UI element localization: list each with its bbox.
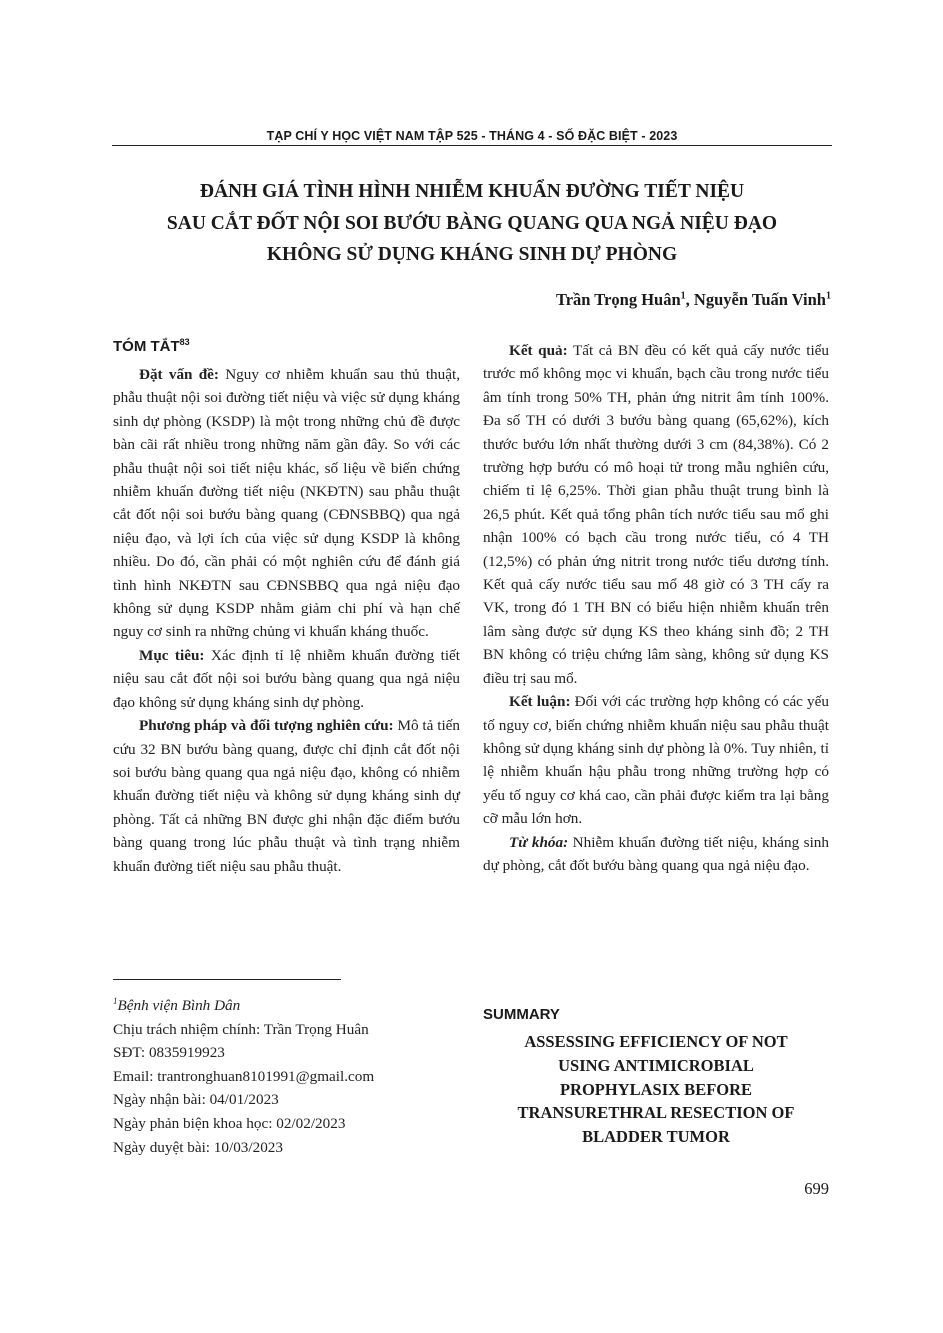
authors [556,290,831,310]
accepted-date: Ngày duyệt bài: 10/03/2023 [113,1138,283,1156]
summary-title-line-4: TRANSURETHRAL RESECTION OF [517,1103,795,1123]
abstract-footnote-marker: 83 [179,337,190,347]
journal-header: TẠP CHÍ Y HỌC VIỆT NAM TẬP 525 - THÁNG 4 - SỐ ĐẶC BIỆT - 2023 [266,129,678,143]
methods-label: Phương pháp và đối tượng nghiên cứu: [139,717,394,735]
abstract-right-column [483,339,829,877]
author-1-affiliation: 1 [680,290,686,302]
keywords-text: Nhiễm khuẩn đường tiết niệu, kháng sinh dự phòng, cắt đốt bướu bàng quang qua ngả niệu đạo. [483,833,829,874]
results-text: Tất cả BN đều có kết quả cấy nước tiểu trước mổ không mọc vi khuẩn, bạch cầu trong nước tiểu âm tính trong 50% TH, phản ứng nitrit âm tính 100%. Đa số TH có dưới 3 bướu bàng quang (65,62%), kích thước bướu lớn nhất thường dưới 3 cm (84,38%). Có 2 trường hợp bướu có mô hoại tử trong mẫu nghiên cứu, chiếm tỉ lệ 6,25%. Thời gian phẫu thuật trung bình là 26,5 phút. Kết quả tổng phân tích nước tiểu sau mổ ghi nhận 100% có bạch cầu trong nước tiểu, có 4 TH (12,5%) có phản ứng nitrit trong nước tiểu dương tính. Kết quả cấy nước tiểu sau mổ 48 giờ có 3 TH cấy ra VK, trong đó 1 TH BN có biểu hiện nhiễm khuẩn trên lâm sàng được sử dụng KS theo kháng sinh đồ; 2 TH BN không có triệu chứng lâm sàng, không sử dụng KS điều trị sau mổ. [483,342,829,687]
footnotes [113,990,463,1159]
abstract-heading-text: TÓM TẮT [113,338,180,355]
results-label: Kết quả: [509,342,568,359]
author-2: , Nguyễn Tuấn Vinh [685,290,826,309]
page-number: 699 [804,1179,829,1198]
conclusion-paragraph [483,690,829,830]
summary-title-line-2: USING ANTIMICROBIAL [558,1055,754,1075]
footnote-rule [113,979,341,980]
methods-text: Mô tả tiến cứu 32 BN bướu bàng quang, được chỉ định cắt đốt nội soi bướu bàng quang qua ngả niệu đạo, không có nhiễm khuẩn đường tiết niệu và không sử dụng kháng sinh dự phòng. Tất cả những BN được ghi nhận đặc điểm bướu bàng quang trong lúc phẫu thuật và tình trạng nhiễm khuẩn đường tiết niệu sau phẫu thuật. [113,717,460,875]
summary-title-line-1: ASSESSING EFFICIENCY OF NOT [524,1032,788,1051]
objective-text: Xác định tỉ lệ nhiễm khuẩn đường tiết niệu sau cắt đốt nội soi bướu bàng quang qua ngả niệu đạo không sử dụng kháng sinh dự phòng. [113,646,461,711]
phone-number: SĐT: 0835919923 [113,1044,225,1062]
summary-heading: SUMMARY [483,1006,560,1023]
conclusion-text: Đối với các trường hợp không có các yếu tố nguy cơ, biến chứng nhiễm khuẩn niệu sau phẫu thuật không sử dụng kháng sinh dự phòng là 0%. Tuy nhiên, tỉ lệ nhiễm khuẩn hậu phẫu trong những trường hợp có yếu tố nguy cơ khá cao, cần phải được kiểm tra lại bằng cỡ mẫu lớn hơn. [483,693,829,828]
background-text: Nguy cơ nhiễm khuẩn sau thủ thuật, phẫu thuật nội soi đường tiết niệu và việc sử dụng kháng sinh dự phòng (KSDP) là một trong những chủ đề được bàn cãi rất nhiều trong những năm gần đây. So với các phẫu thuật nội soi tiết niệu khác, số liệu về biến chứng nhiễm khuẩn đường tiết niệu (NKĐTN) sau phẫu thuật cắt đốt nội soi bướu bàng quang (CĐNSBBQ) qua ngả niệu đạo, và lợi ích của việc sử dụng KSDP là không nhiều. Do đó, cần phải có một nghiên cứu để đánh giá tình hình NKĐTN sau CĐNSBBQ qua ngả niệu đạo không sử dụng KSDP nhằm giảm chi phí và hạn chế nguy cơ sinh ra những chủng vi khuẩn kháng thuốc. [113,366,461,641]
email-address: Email: trantronghuan8101991@gmail.com [113,1067,375,1085]
title-line-1: ĐÁNH GIÁ TÌNH HÌNH NHIỄM KHUẨN ĐƯỜNG TIẾT NIỆU [199,181,745,202]
reviewed-date: Ngày phản biện khoa học: 02/02/2023 [113,1115,346,1133]
objective-paragraph [113,644,460,714]
keywords-paragraph [483,831,829,878]
title-line-3: KHÔNG SỬ DỤNG KHÁNG SINH DỰ PHÒNG [266,244,678,265]
affiliation-marker: 1 [113,996,118,1006]
background-label: Đặt vấn đề: [139,366,219,383]
objective-label: Mục tiêu: [139,646,205,664]
title-line-2: SAU CẮT ĐỐT NỘI SOI BƯỚU BÀNG QUANG QUA NGẢ NIỆU ĐẠO [166,212,778,234]
affiliation-text: Bệnh viện Bình Dân [117,997,241,1015]
affiliation-note [113,990,463,1018]
summary-title-line-3: PROPHYLASIX BEFORE [559,1079,753,1099]
author-2-affiliation: 1 [826,290,831,302]
abstract-heading [113,337,190,355]
summary-title-line-5: BLADDER TUMOR [582,1127,730,1147]
header-rule [112,145,832,146]
corresponding-author: Chịu trách nhiệm chính: Trần Trọng Huân [113,1020,369,1038]
author-1: Trần Trọng Huân [555,290,681,309]
received-date: Ngày nhận bài: 04/01/2023 [113,1091,279,1109]
background-paragraph [113,363,460,644]
keywords-label: Từ khóa: [509,833,569,851]
article-title [112,176,832,271]
results-paragraph [483,339,829,690]
summary-title [483,1030,829,1149]
conclusion-label: Kết luận: [509,693,571,711]
methods-paragraph [113,714,460,878]
abstract-left-column [113,363,460,878]
